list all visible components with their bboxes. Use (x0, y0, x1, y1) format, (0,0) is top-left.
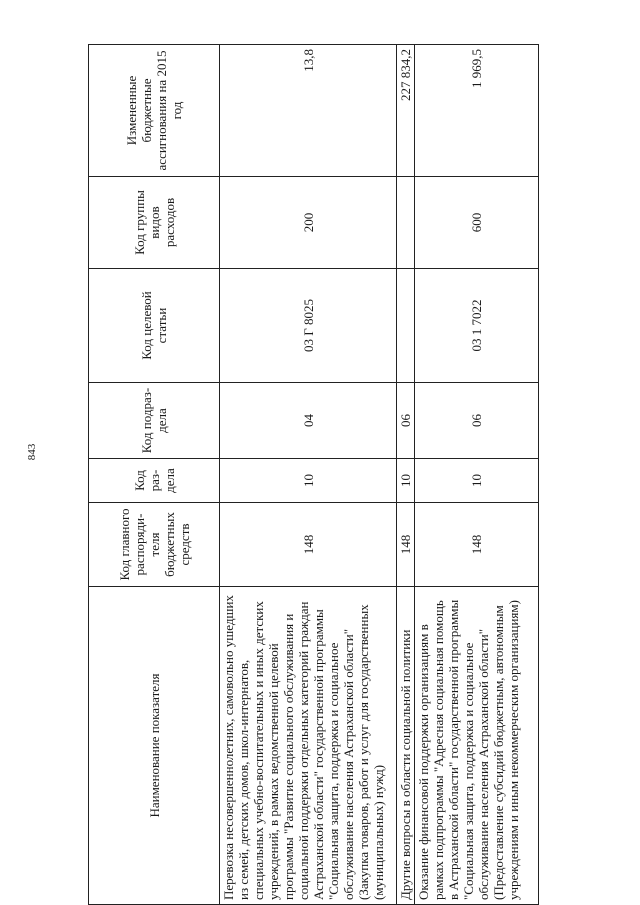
row-expense-group: 200 (220, 177, 397, 269)
header-amount: Измененные бюджетные ассигнования на 2015 год (89, 45, 220, 177)
table-row (415, 45, 539, 905)
row-admin: 148 (220, 503, 397, 587)
row-target: 03 Г 8025 (220, 269, 397, 383)
header-target: Код целевой статьи (89, 269, 220, 383)
header-expense-group: Код группы видов расходов (89, 177, 220, 269)
page-number: 843 (26, 443, 38, 461)
rotated-table-container (88, 45, 528, 905)
header-admin: Код главного распоряди-теля бюджетных средств (89, 503, 220, 587)
row-razdel: 10 (397, 459, 415, 503)
row-razdel: 10 (415, 459, 539, 503)
row-podrazdel: 04 (220, 383, 397, 459)
row-amount: 227 834,2 (397, 45, 415, 177)
table-row (397, 45, 415, 905)
budget-table (88, 44, 539, 905)
row-target: 03 1 7022 (415, 269, 539, 383)
row-podrazdel: 06 (415, 383, 539, 459)
header-name: Наименование показателя (89, 587, 220, 905)
row-expense-group (397, 177, 415, 269)
table-row (220, 45, 397, 905)
row-admin: 148 (415, 503, 539, 587)
row-name: Оказание финансовой поддержки организациям в рамках подпрограммы "Адресная социальная помощь в Астраханской области" государственной программы "Социальная защита, поддержка и социальное обслуживание населения Астраханской области" (Предоставление субсидий бюджетным, автономным учреждениям и иным некоммерческим организациям) (415, 587, 539, 905)
header-razdel: Код раз-дела (89, 459, 220, 503)
table-header-row (89, 45, 220, 905)
row-razdel: 10 (220, 459, 397, 503)
row-target (397, 269, 415, 383)
row-amount: 1 969,5 (415, 45, 539, 177)
row-expense-group: 600 (415, 177, 539, 269)
header-podrazdel: Код подраз-дела (89, 383, 220, 459)
row-name: Перевозка несовершеннолетних, самовольно ушедших из семей, детских домов, школ-интернатов, специальных учебно-воспитательных и иных детских учреждений, в рамках ведомственной целевой программы "Развитие социального обслуживания и социальной поддержки отдельных категорий граждан Астраханской области" государственной программы "Социальная защита, поддержка и социальное обслуживание населения Астраханской области" (Закупка товаров, работ и услуг для государственных (муниципальных) нужд) (220, 587, 397, 905)
row-name: Другие вопросы в области социальной политики (397, 587, 415, 905)
row-amount: 13,8 (220, 45, 397, 177)
row-podrazdel: 06 (397, 383, 415, 459)
row-admin: 148 (397, 503, 415, 587)
